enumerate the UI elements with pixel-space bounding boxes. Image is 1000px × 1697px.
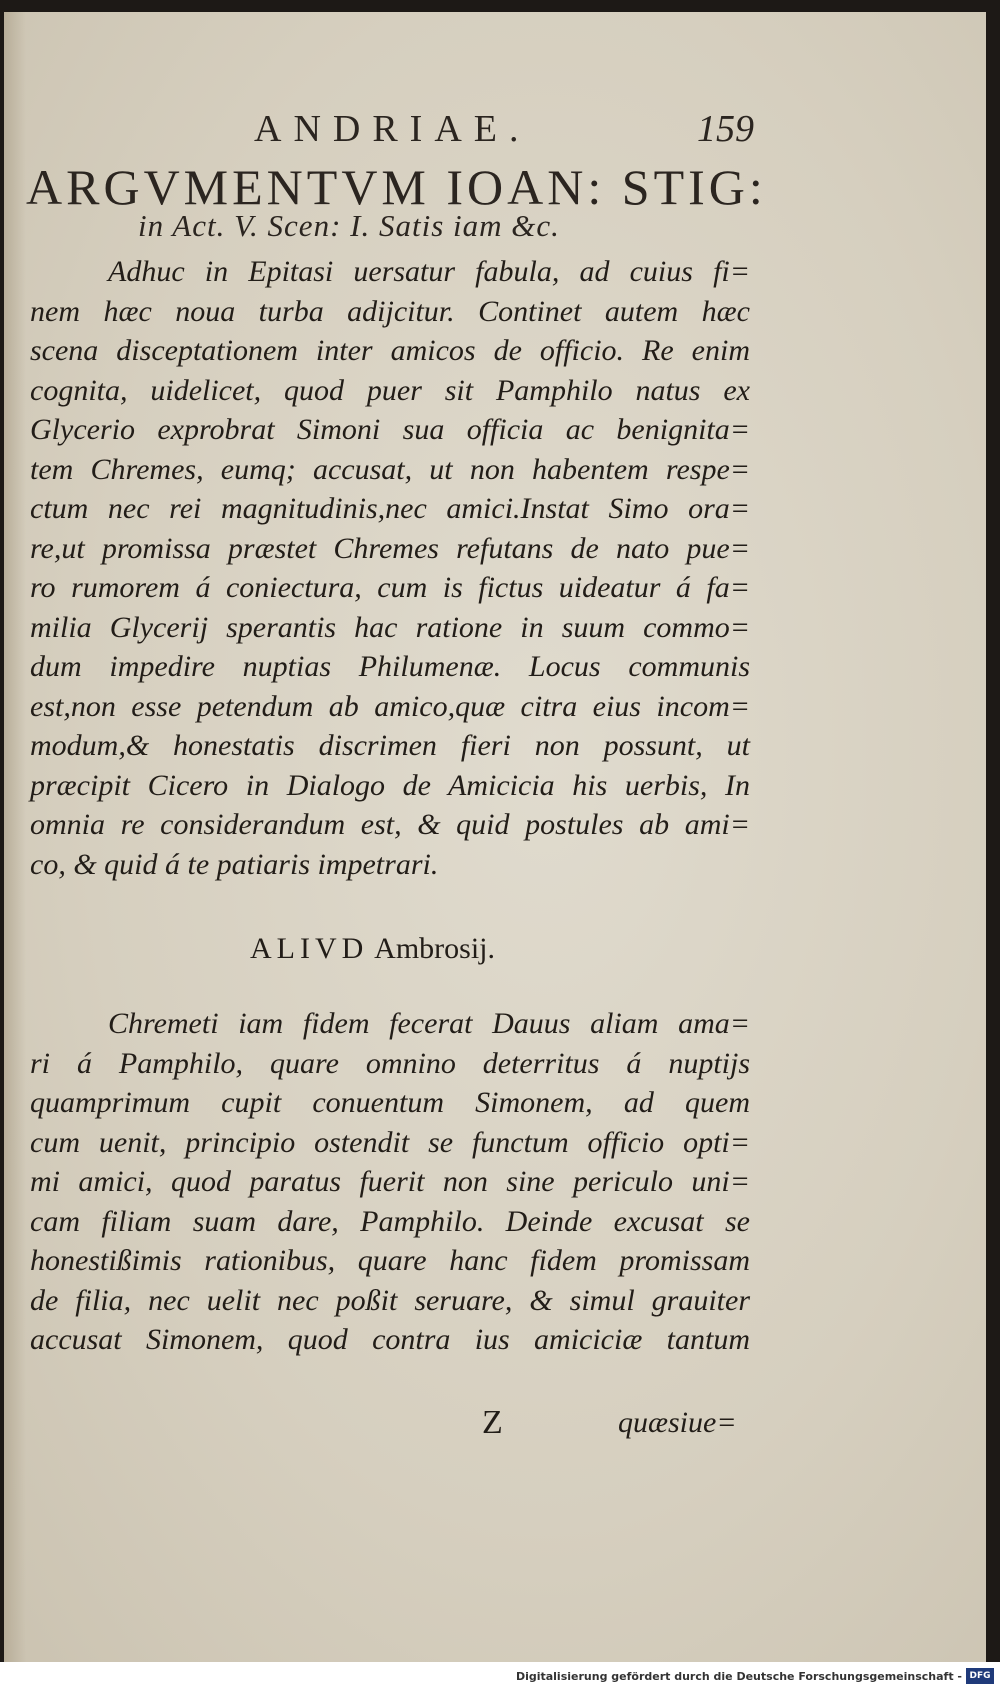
- text-line: scena disceptationem inter amicos de officio. Re enim: [30, 334, 750, 367]
- text-line: cum uenit, principio ostendit se functum officio opti=: [30, 1125, 750, 1159]
- text-line: dum impedire nuptias Philumenæ. Locus communis: [30, 650, 750, 683]
- argument-subheading: in Act. V. Scen: I. Satis iam &c.: [138, 208, 560, 243]
- text-line: est,non esse petendum ab amico,quæ citra eius incom=: [30, 689, 750, 723]
- text-line: milia Glycerij sperantis hac ratione in suum commo=: [30, 610, 750, 644]
- digitization-footer: [0, 1662, 1000, 1697]
- text-line: Glycerio exprobrat Simoni sua officia ac benignita=: [30, 413, 750, 446]
- text-line: quamprimum cupit conuentum Simonem, ad quem: [30, 1086, 750, 1119]
- catchword: quæsiue=: [618, 1406, 737, 1439]
- text-line: accusat Simonem, quod contra ius amiciciæ tantum: [30, 1323, 750, 1356]
- text-line: ri á Pamphilo, quare omnino deterritus á nuptijs: [30, 1046, 750, 1080]
- section-heading-ambrosius: [250, 932, 495, 966]
- section-heading-name: Ambrosij.: [374, 932, 496, 965]
- paragraph-ambrosius: [30, 1004, 750, 1360]
- text-line: ctum nec rei magnitudinis,nec amici.Instat Simo ora=: [30, 492, 750, 525]
- text-line: cam filiam suam dare, Pamphilo. Deinde excusat se: [30, 1204, 750, 1238]
- page-number: 159: [697, 108, 754, 150]
- section-heading-caps: ALIVD: [250, 932, 369, 965]
- text-line: præcipit Cicero in Dialogo de Amicicia his uerbis, In: [30, 768, 750, 802]
- text-line: de filia, nec uelit nec poßit seruare, & simul grauiter: [30, 1283, 750, 1317]
- text-line: tem Chremes, eumq; accusat, ut non habentem respe=: [30, 452, 750, 486]
- text-line: Adhuc in Epitasi uersatur fabula, ad cuius fi=: [108, 255, 750, 288]
- signature-mark: Z: [482, 1404, 503, 1441]
- text-line: cognita, uidelicet, quod puer sit Pamphilo natus ex: [30, 373, 750, 407]
- text-line: modum,& honestatis discrimen fieri non possunt, ut: [30, 729, 750, 762]
- text-line: mi amici, quod paratus fuerit non sine periculo uni=: [30, 1165, 750, 1198]
- text-line: omnia re considerandum est, & quid postules ab ami=: [30, 808, 750, 841]
- text-line: re,ut promissa præstet Chremes refutans de nato pue=: [30, 531, 750, 565]
- dfg-logo: DFG: [966, 1668, 994, 1684]
- running-title: ANDRIAE.: [254, 108, 531, 150]
- text-line: Chremeti iam fidem fecerat Dauus aliam ama=: [108, 1007, 750, 1040]
- funding-notice: Digitalisierung gefördert durch die Deutsche Forschungsgemeinschaft -: [515, 1670, 962, 1683]
- book-page: [4, 12, 986, 1662]
- spine-shadow: [4, 12, 26, 1662]
- argument-heading: ARGVMENTVM IOAN: STIG:: [26, 159, 767, 215]
- text-line: co, & quid á te patiaris impetrari.: [30, 847, 439, 881]
- text-line: honestißimis rationibus, quare hanc fidem promissam: [30, 1244, 750, 1277]
- text-line: nem hæc noua turba adijcitur. Continet autem hæc: [30, 294, 750, 328]
- text-line: ro rumorem á coniectura, cum is fictus uideatur á fa=: [30, 571, 750, 604]
- page-header: [254, 107, 754, 157]
- paragraph-stigelius: [30, 252, 750, 884]
